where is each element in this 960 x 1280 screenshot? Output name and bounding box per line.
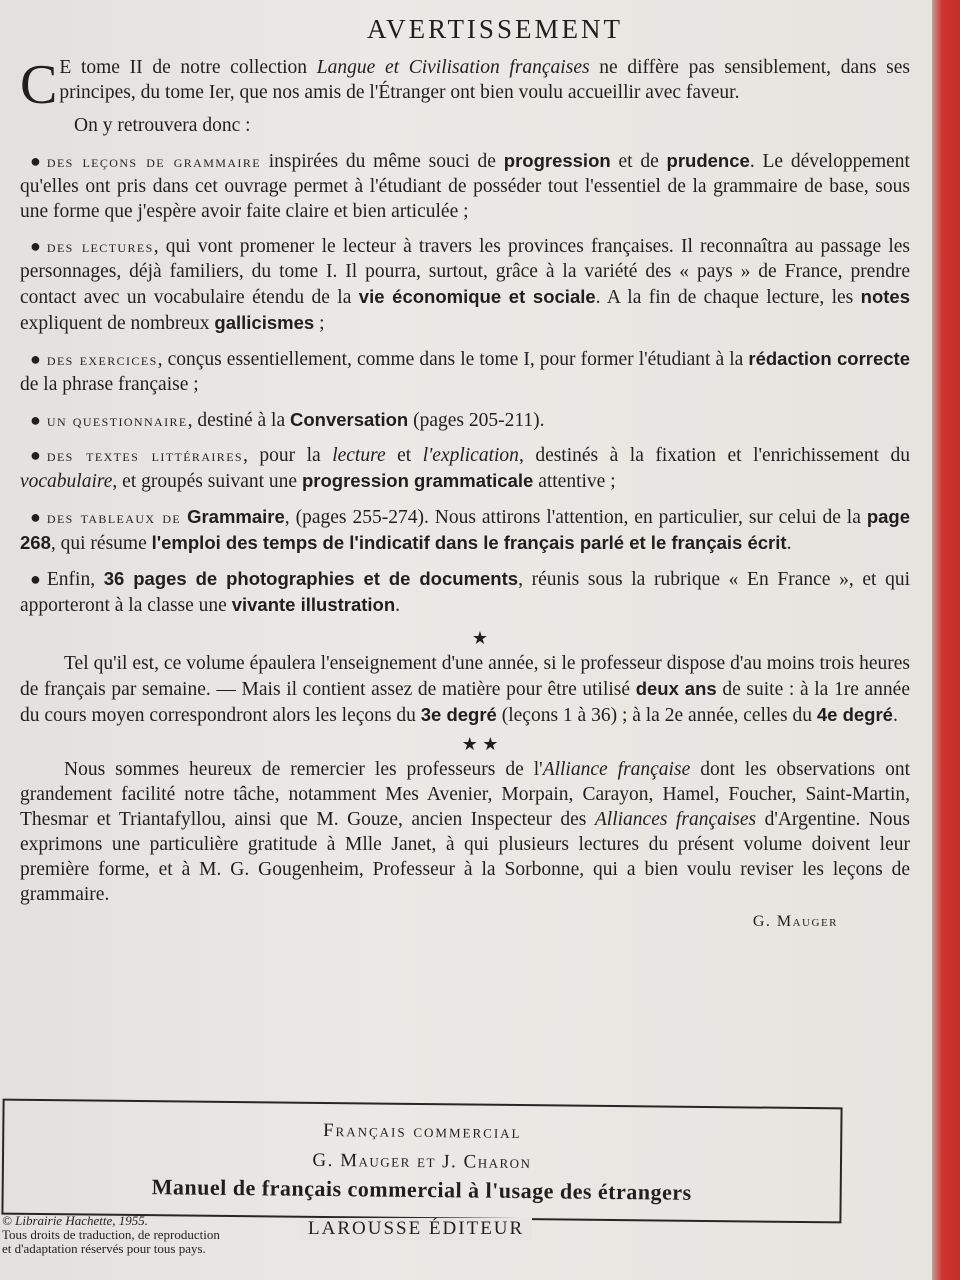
page-title: AVERTISSEMENT: [367, 14, 623, 44]
copyright-notice: © Librairie Hachette, 1955. Tous droits de traduction, de reproduction et d'adaptation réservés pour tous pays.: [2, 1213, 220, 1256]
bullet-tableaux: ● des tableaux de Grammaire, (pages 255-274). Nous attirons l'attention, en particulier, sur celui de la page 268, qui résume l'emploi des temps de l'indicatif dans le français parlé et le français écrit.: [20, 506, 911, 554]
footer-series: Français commercial: [322, 1119, 522, 1144]
bullet-icon: ●: [30, 349, 41, 369]
bullet-questionnaire: ● un questionnaire, destiné à la Conversation (pages 205-211).: [30, 409, 545, 431]
bullet-icon: ●: [30, 569, 41, 589]
collection-title: Langue et Civilisation françaises: [316, 57, 590, 78]
star-separator: ★: [471, 628, 489, 648]
bullet-icon: ●: [30, 410, 41, 430]
bullet-exercices: ● des exercices, conçus essentiellement, comme dans le tome I, pour former l'étudiant à la rédaction correcte de la phrase française ;: [20, 348, 910, 395]
drop-cap: C: [20, 54, 58, 116]
bullet-textes: ● des textes littéraires, pour la lecture et l'explication, destinés à la fixation et l'enrichissement du vocabulaire, et groupés suivant une progression grammaticale attentive ;: [20, 445, 910, 492]
bullet-icon: ●: [30, 507, 41, 527]
footer-book-title: Manuel de français commercial à l'usage des étrangers: [151, 1174, 692, 1205]
double-star-separator: ★ ★: [461, 734, 499, 754]
intro-paragraph: C E tome II de notre collection Langue et Civilisation françaises ne diffère pas sensiblement, dans ses principes, du tome Ier, que nos amis de l'Étranger ont bien voulu accueillir avec faveur.: [20, 54, 910, 116]
bullet-icon: ●: [30, 445, 41, 465]
red-book-edge: [932, 0, 960, 1280]
footer-publisher: LAROUSSE ÉDITEUR: [300, 1218, 532, 1240]
page-content: [20, 14, 910, 931]
signature: G. Mauger: [752, 913, 838, 930]
footer-box: [1, 1099, 842, 1224]
footer-authors: G. Mauger et J. Charon: [312, 1149, 532, 1174]
volume-paragraph: Tel qu'il est, ce volume épaulera l'enseignement d'une année, si le professeur dispose d'au moins trois heures de français par semaine. — Mais il contient assez de matière pour être utilisé deux ans de suite : à la 1re année du cours moyen correspondront alors les leçons du 3e degré (leçons 1 à 36) ; à la 2e année, celles du 4e degré.: [20, 653, 910, 726]
bullet-grammaire: ● des leçons de grammaire inspirées du même souci de progression et de prudence. Le développement qu'elles ont pris dans cet ouvrage permet à l'étudiant de posséder tout l'essentiel de la grammaire de base, sous une forme que j'espère avoir faite claire et bien articulée ;: [20, 150, 910, 222]
retrouvera-line: On y retrouvera donc :: [74, 115, 251, 136]
bullet-icon: ●: [30, 151, 41, 171]
thanks-paragraph: Nous sommes heureux de remercier les professeurs de l'Alliance française dont les observations ont grandement facilité notre tâche, notamment Mes Avenier, Morpain, Carayon, Hamel, Foucher, Saint-Martin, Thesmar et Triantafyllou, ainsi que M. Gouze, ancien Inspecteur des Alliances françaises d'Argentine. Nous exprimons une particulière gratitude à Mlle Janet, à qui plusieurs lectures du présent volume doivent leur première forme, et à M. G. Gougenheim, Professeur à la Sorbonne, qui a bien voulu reviser les leçons de grammaire.: [20, 759, 911, 905]
bullet-photographies: ● Enfin, 36 pages de photographies et de documents, réunis sous la rubrique « En France », et qui apporteront à la classe une vivante illustration.: [20, 568, 910, 616]
bullet-lectures: ● des lectures, qui vont promener le lecteur à travers les provinces françaises. Il reconnaîtra au passage les personnages, déjà familiers, du tome I. Il pourra, surtout, grâce à la variété des « pays » de France, prendre contact avec un vocabulaire étendu de la vie économique et sociale. A la fin de chaque lecture, les notes expliquent de nombreux gallicismes ;: [20, 236, 911, 334]
bullet-icon: ●: [30, 236, 41, 256]
